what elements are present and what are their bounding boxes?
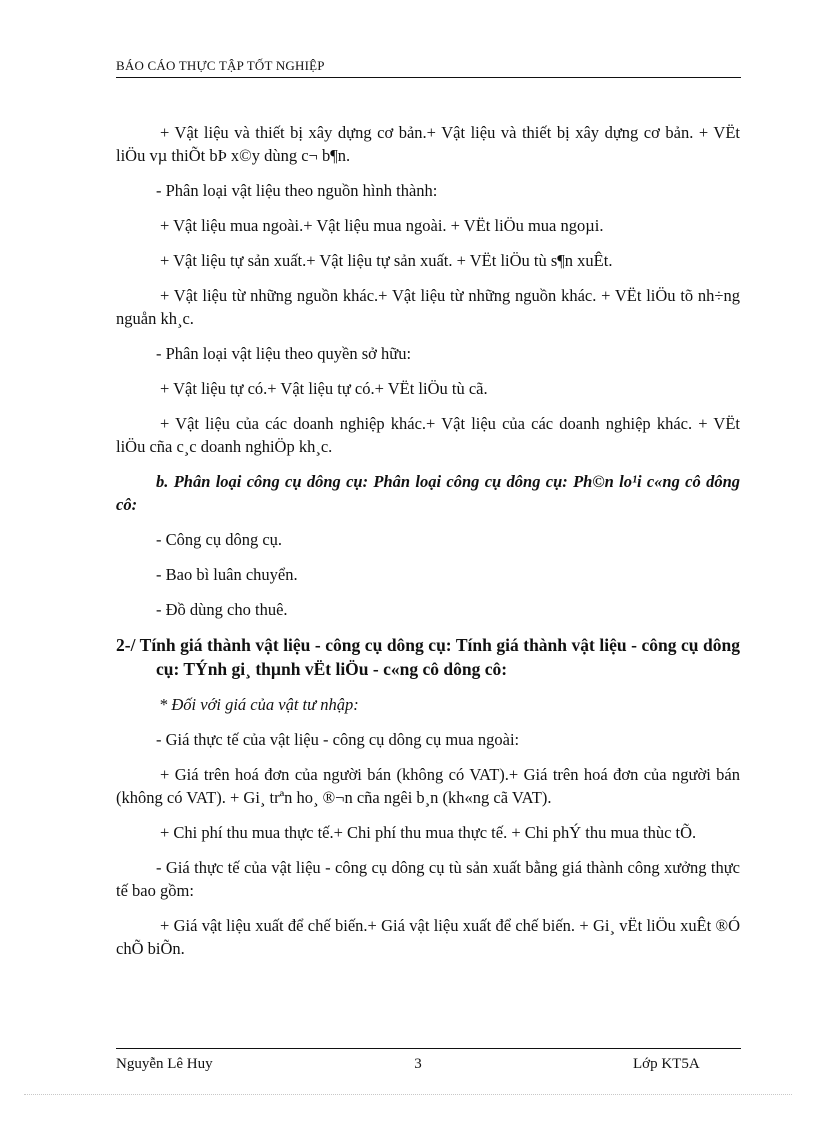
body-content — [116, 121, 740, 960]
paragraph-other-enterprise-materials: + Vật liệu của các doanh nghiệp khác.+ Vật liệu của các doanh nghiệp khác. + VËt liÖu cña c¸c doanh nghiÖp kh¸c. — [116, 414, 740, 456]
paragraph-owned-materials: + Vật liệu tự có.+ Vật liệu tự có.+ VËt liÖu tù cã. — [160, 379, 488, 398]
list-item-rental-items: - Đồ dùng cho thuê. — [156, 600, 288, 619]
paragraph-classify-by-ownership: - Phân loại vật liệu theo quyền sở hữu: — [156, 344, 412, 363]
paragraph-actual-purchase-price: - Giá thực tế của vật liệu - công cụ dông cụ mua ngoài: — [156, 730, 520, 749]
paragraph-invoice-price: + Giá trên hoá đơn của người bán (không có VAT).+ Giá trên hoá đơn của người bán (không có VAT). + Gi¸ trªn ho¸ ®¬n cña ngêi b¸n (kh«ng cã VAT). — [116, 765, 740, 807]
paragraph-classify-by-source: - Phân loại vật liệu theo nguồn hình thành: — [156, 181, 438, 200]
paragraph-processing-materials: + Giá vật liệu xuất để chế biến.+ Giá vật liệu xuất để chế biến. + Gi¸ vËt liÖu xuÊt ®Ó chÕ biÕn. — [116, 916, 740, 958]
paragraph-other-source-materials: + Vật liệu từ những nguồn khác.+ Vật liệu từ những nguồn khác. + VËt liÖu tõ nh÷ng nguån kh¸c. — [116, 286, 740, 328]
paragraph-materials-equipment: + Vật liệu và thiết bị xây dựng cơ bản.+ Vật liệu và thiết bị xây dựng cơ bản. + VËt liÖu vµ thiÕt bÞ x©y dùng c¬ b¶n. — [116, 123, 740, 165]
section-heading-tools-classification: b. Phân loại công cụ dông cụ: Phân loại công cụ dông cụ: Ph©n lo¹i c«ng cô dông cô: — [116, 472, 740, 514]
page-header: BÁO CÁO THỰC TẬP TỐT NGHIỆP — [116, 58, 741, 78]
paragraph-self-produced-price: - Giá thực tế của vật liệu - công cụ dông cụ tù sản xuất bằng giá thành công xưởng thực tế bao gồm: — [116, 858, 740, 900]
paragraph-self-produced-materials: + Vật liệu tự sản xuất.+ Vật liệu tự sản xuất. + VËt liÖu tù s¶n xuÊt. — [160, 251, 613, 270]
list-item-packaging: - Bao bì luân chuyển. — [156, 565, 298, 584]
section-heading-cost-calculation: 2-/ Tính giá thành vật liệu - công cụ dông cụ: Tính giá thành vật liệu - công cụ dông cụ: TÝnh gi¸ thµnh vËt liÖu - c«ng cô dông cô: — [116, 635, 740, 679]
subheading-imported-goods: * Đối với giá của vật tư nhập: — [159, 695, 359, 714]
paragraph-purchased-materials: + Vật liệu mua ngoài.+ Vật liệu mua ngoài. + VËt liÖu mua ngoµi. — [160, 216, 604, 235]
page-bottom-edge — [24, 1094, 792, 1095]
footer-class: Lớp KT5A — [633, 1056, 700, 1072]
paragraph-purchase-costs: + Chi phí thu mua thực tế.+ Chi phí thu mua thực tế. + Chi phÝ thu mua thùc tÕ. — [160, 823, 697, 842]
page-number: 3 — [414, 1056, 422, 1072]
footer-divider — [116, 1048, 741, 1049]
list-item-tools: - Công cụ dông cụ. — [156, 530, 283, 549]
footer-author: Nguyễn Lê Huy — [116, 1056, 213, 1072]
